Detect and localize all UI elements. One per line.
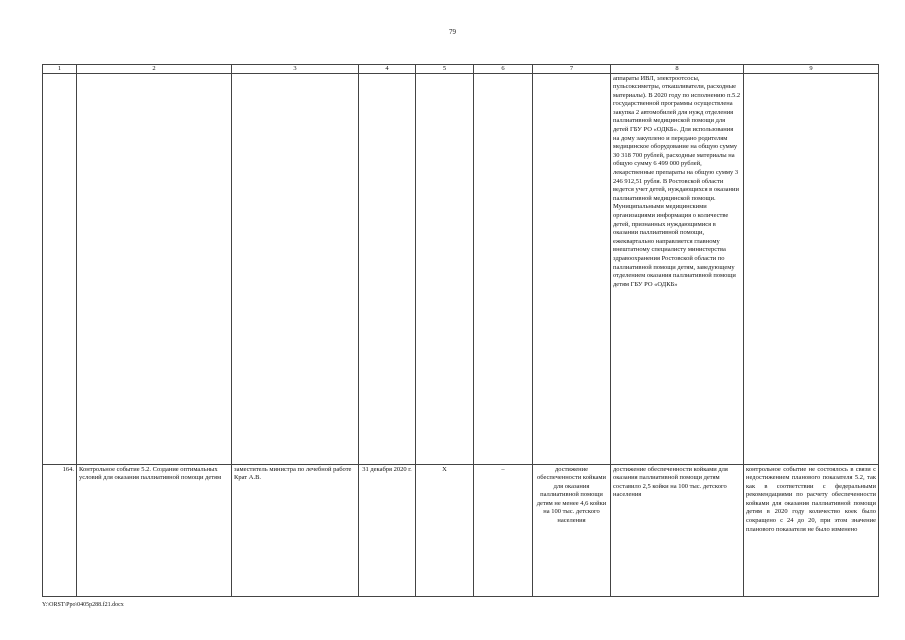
column-5-value: Х	[416, 465, 474, 597]
column-header-3: 3	[232, 65, 359, 74]
empty-cell	[359, 74, 416, 465]
continuation-row	[43, 74, 879, 465]
row-number: 164.	[43, 465, 77, 597]
column-header-4: 4	[359, 65, 416, 74]
table-row	[43, 465, 879, 597]
column-header-2: 2	[77, 65, 232, 74]
report-table	[42, 64, 879, 597]
deadline-date: 31 декабря 2020 г.	[359, 465, 416, 597]
event-name: Контрольное событие 5.2. Создание оптимальных условий для оказания паллиативной помощи детям	[77, 465, 232, 597]
column-header-6: 6	[474, 65, 533, 74]
planned-result: достижение обеспеченности койками для оказания паллиативной помощи детям не менее 4,6 койки на 100 тыс. детского населения	[533, 465, 611, 597]
column-header-9: 9	[744, 65, 879, 74]
empty-cell	[744, 74, 879, 465]
responsible-person: заместитель министра по лечебной работе Крат А.В.	[232, 465, 359, 597]
page-number: 79	[449, 28, 456, 36]
empty-cell	[77, 74, 232, 465]
empty-cell	[232, 74, 359, 465]
empty-cell	[43, 74, 77, 465]
column-header-7: 7	[533, 65, 611, 74]
column-number-row	[43, 65, 879, 74]
actual-result: достижение обеспеченности койками для оказания паллиативной помощи детям составило 2,5 койки на 100 тыс. детского населения	[611, 465, 744, 597]
empty-cell	[474, 74, 533, 465]
column-header-1: 1	[43, 65, 77, 74]
empty-cell	[416, 74, 474, 465]
file-path-footer: Y:\ORST\Ppo\0405p288.f21.docx	[42, 602, 124, 608]
continuation-actual-result: аппараты ИВЛ, электроотсосы, пульсоксиметры, откашливатели, расходные материалы). В 2020 году по исполнению п.5.2 государственной программы осуществлена закупка 2 автомобилей для нужд отделения паллиативной медицинской помощи для детей ГБУ РО «ОДКБ». Для использования на дому закуплено и передано родителям медицинское оборудование на общую сумму 30 318 700 рублей, расходные материалы на общую сумму 6 499 000 рублей, лекарственные препараты на общую сумму 3 246 912,51 рубля. В Ростовской области ведется учет детей, нуждающихся в оказании паллиативной медицинской помощи. Муниципальными медицинскими организациями информация о количестве детей, признанных нуждающимися в оказании паллиативной помощи, ежеквартально направляется главному внештатному специалисту министерства здравоохранения Ростовской области по паллиативной помощи детям, заведующему отделением оказания паллиативной помощи детям ГБУ РО «ОДКБ»	[611, 74, 744, 465]
column-header-8: 8	[611, 65, 744, 74]
column-6-value: –	[474, 465, 533, 597]
column-header-5: 5	[416, 65, 474, 74]
reason-text: контрольное событие не состоялось в связи с недостижением планового показателя 5.2, так как в соответствии с федеральными рекомендациями по расчету обеспеченности койками для оказания паллиативной помощи детям в 2020 году количество коек было сокращено с 24 до 20, при этом значение планового показателя не было изменено	[744, 465, 879, 597]
empty-cell	[533, 74, 611, 465]
